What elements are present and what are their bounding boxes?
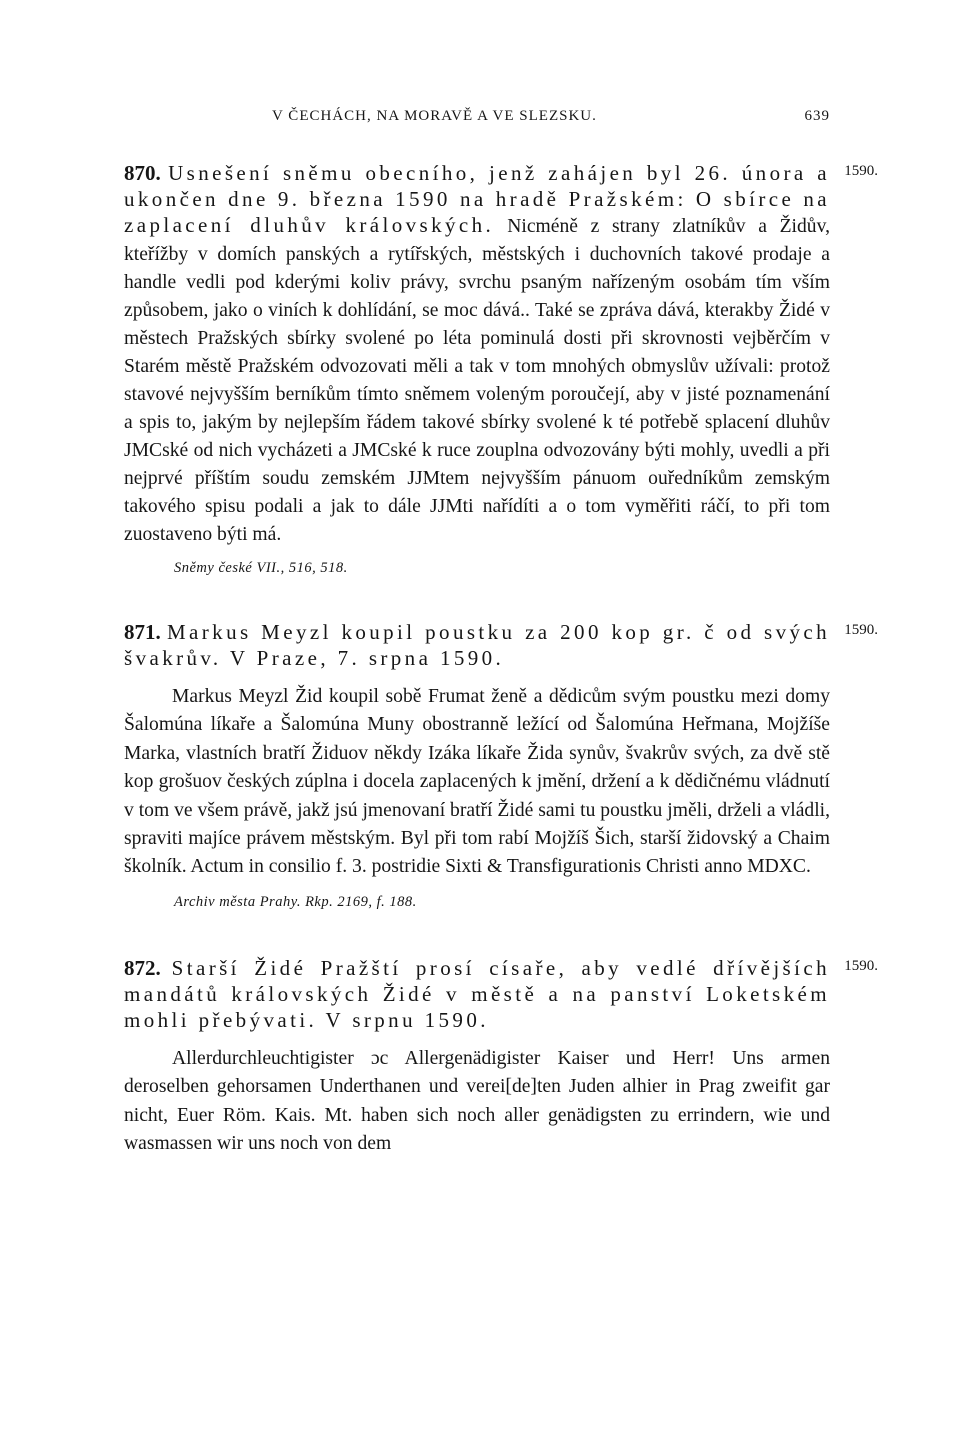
entry-number: 870. [124,161,161,185]
document-page [124,100,878,1158]
document-entry-872 [124,955,878,1159]
margin-year: 1590. [844,163,878,179]
entry-title: Markus Meyzl koupil poustku za 200 kop gr. č od svých švakrův. V Praze, 7. srpna 1590. [124,620,830,670]
margin-year: 1590. [844,622,878,638]
margin-year: 1590. [844,957,878,974]
entry-title: Starší Židé Pražští prosí císaře, aby vedlé dřívějších mandátů královských Židé v městě a na panství Loketském mohli přebývati. V srpnu 1590. [124,955,830,1032]
entry-title: Usnešení sněmu obecního, jenž zahájen byl 26. února a ukončen dne 9. března 1590 na hradě Pražském: O sbírce na zaplacení dluhův královských. [124,161,831,237]
document-entry-871 [124,619,878,911]
entry-heading [124,160,830,548]
entry-heading [124,955,830,1033]
page-number: 639 [804,108,830,124]
entry-number: 871. [124,620,161,644]
document-entry-870 [124,160,878,577]
entry-body: Markus Meyzl Žid koupil sobě Frumat ženě a dědicům svým poustku mezi domy Šalomúna líkaře a Šalomúna Muny obostranně ležící od Šalomúna Heřmana, Mojžíše Marka, vlastních bratří Židuov někdy Izáka líkaře Žida synův, švakrův svých, za dvě stě kop grošuov českých zúplna i docela zaplacených k jmění, držení a k dědičnému vládnutí v tom ve všem právě, jakž jsú jmenovaní bratří Židé sami tu poustku jměli, drželi a vládli, spraviti majíce právem městským. Byl při tom rabí Mojžíš Šich, starší židovský a Chaim školník. Actum in consilio f. 3. postridie Sixti & Transfigurationis Christi anno MDXC. [124,686,830,878]
entry-source: Sněmy české VII., 516, 518. [174,560,348,576]
running-head [124,100,830,136]
entry-source: Archiv města Prahy. Rkp. 2169, f. 188. [174,893,417,910]
entry-body: Allerdurchleuchtigister ɔc Allergenädigister Kaiser und Herr! Uns armen deroselben gehorsamen Underthanen und verei[de]ten Juden alhier in Prag zweifit gar nicht, Euer Röm. Kais. Mt. haben sich noch aller genädigsten zu errindern, wie und wasmassen wir uns noch von dem [124,1047,830,1155]
entry-body: Nicméně z strany zlatníkův a Židův, kteřížby v domích panských a rytířských, městských i duchovních takové prodaje a handle vedli pod kderými koliv právy, svrchu psaným nařízeným osobám tím vším způsobem, jako o viních k dohlídání, se moc dává.. Také se zpráva dává, kterakby Židé v městech Pražských sbírky svolené po léta pominulá dosti při skrovnosti vejběrčím v Starém městě Pražském odvozovati měli a tak v tom mnohých obmyslův užívali: protož stavové nejvyšším berníkům tímto sněmem voleným poroučejí, aby v jisté poznamenání a spis to, jakým by nejlepším řádem takové sbírky svolené k té potřebě splacení dluhův JMCské od nich vycházeti a JMCské k ruce zouplna odvozovány býti mohly, uvedli a při nejprvé příštím soudu zemském JJMtem nejvyšším pánuom ouředníkům zemským takového spisu podali a jak to dále JJMti nařídíti a o tom vyměřiti ráčí, to při tom zuostaveno býti má. [124,216,831,545]
entry-number: 872. [124,955,161,980]
entry-heading [124,619,830,671]
running-head-title: V ČECHÁCH, NA MORAVĚ A VE SLEZSKU. [272,108,597,124]
